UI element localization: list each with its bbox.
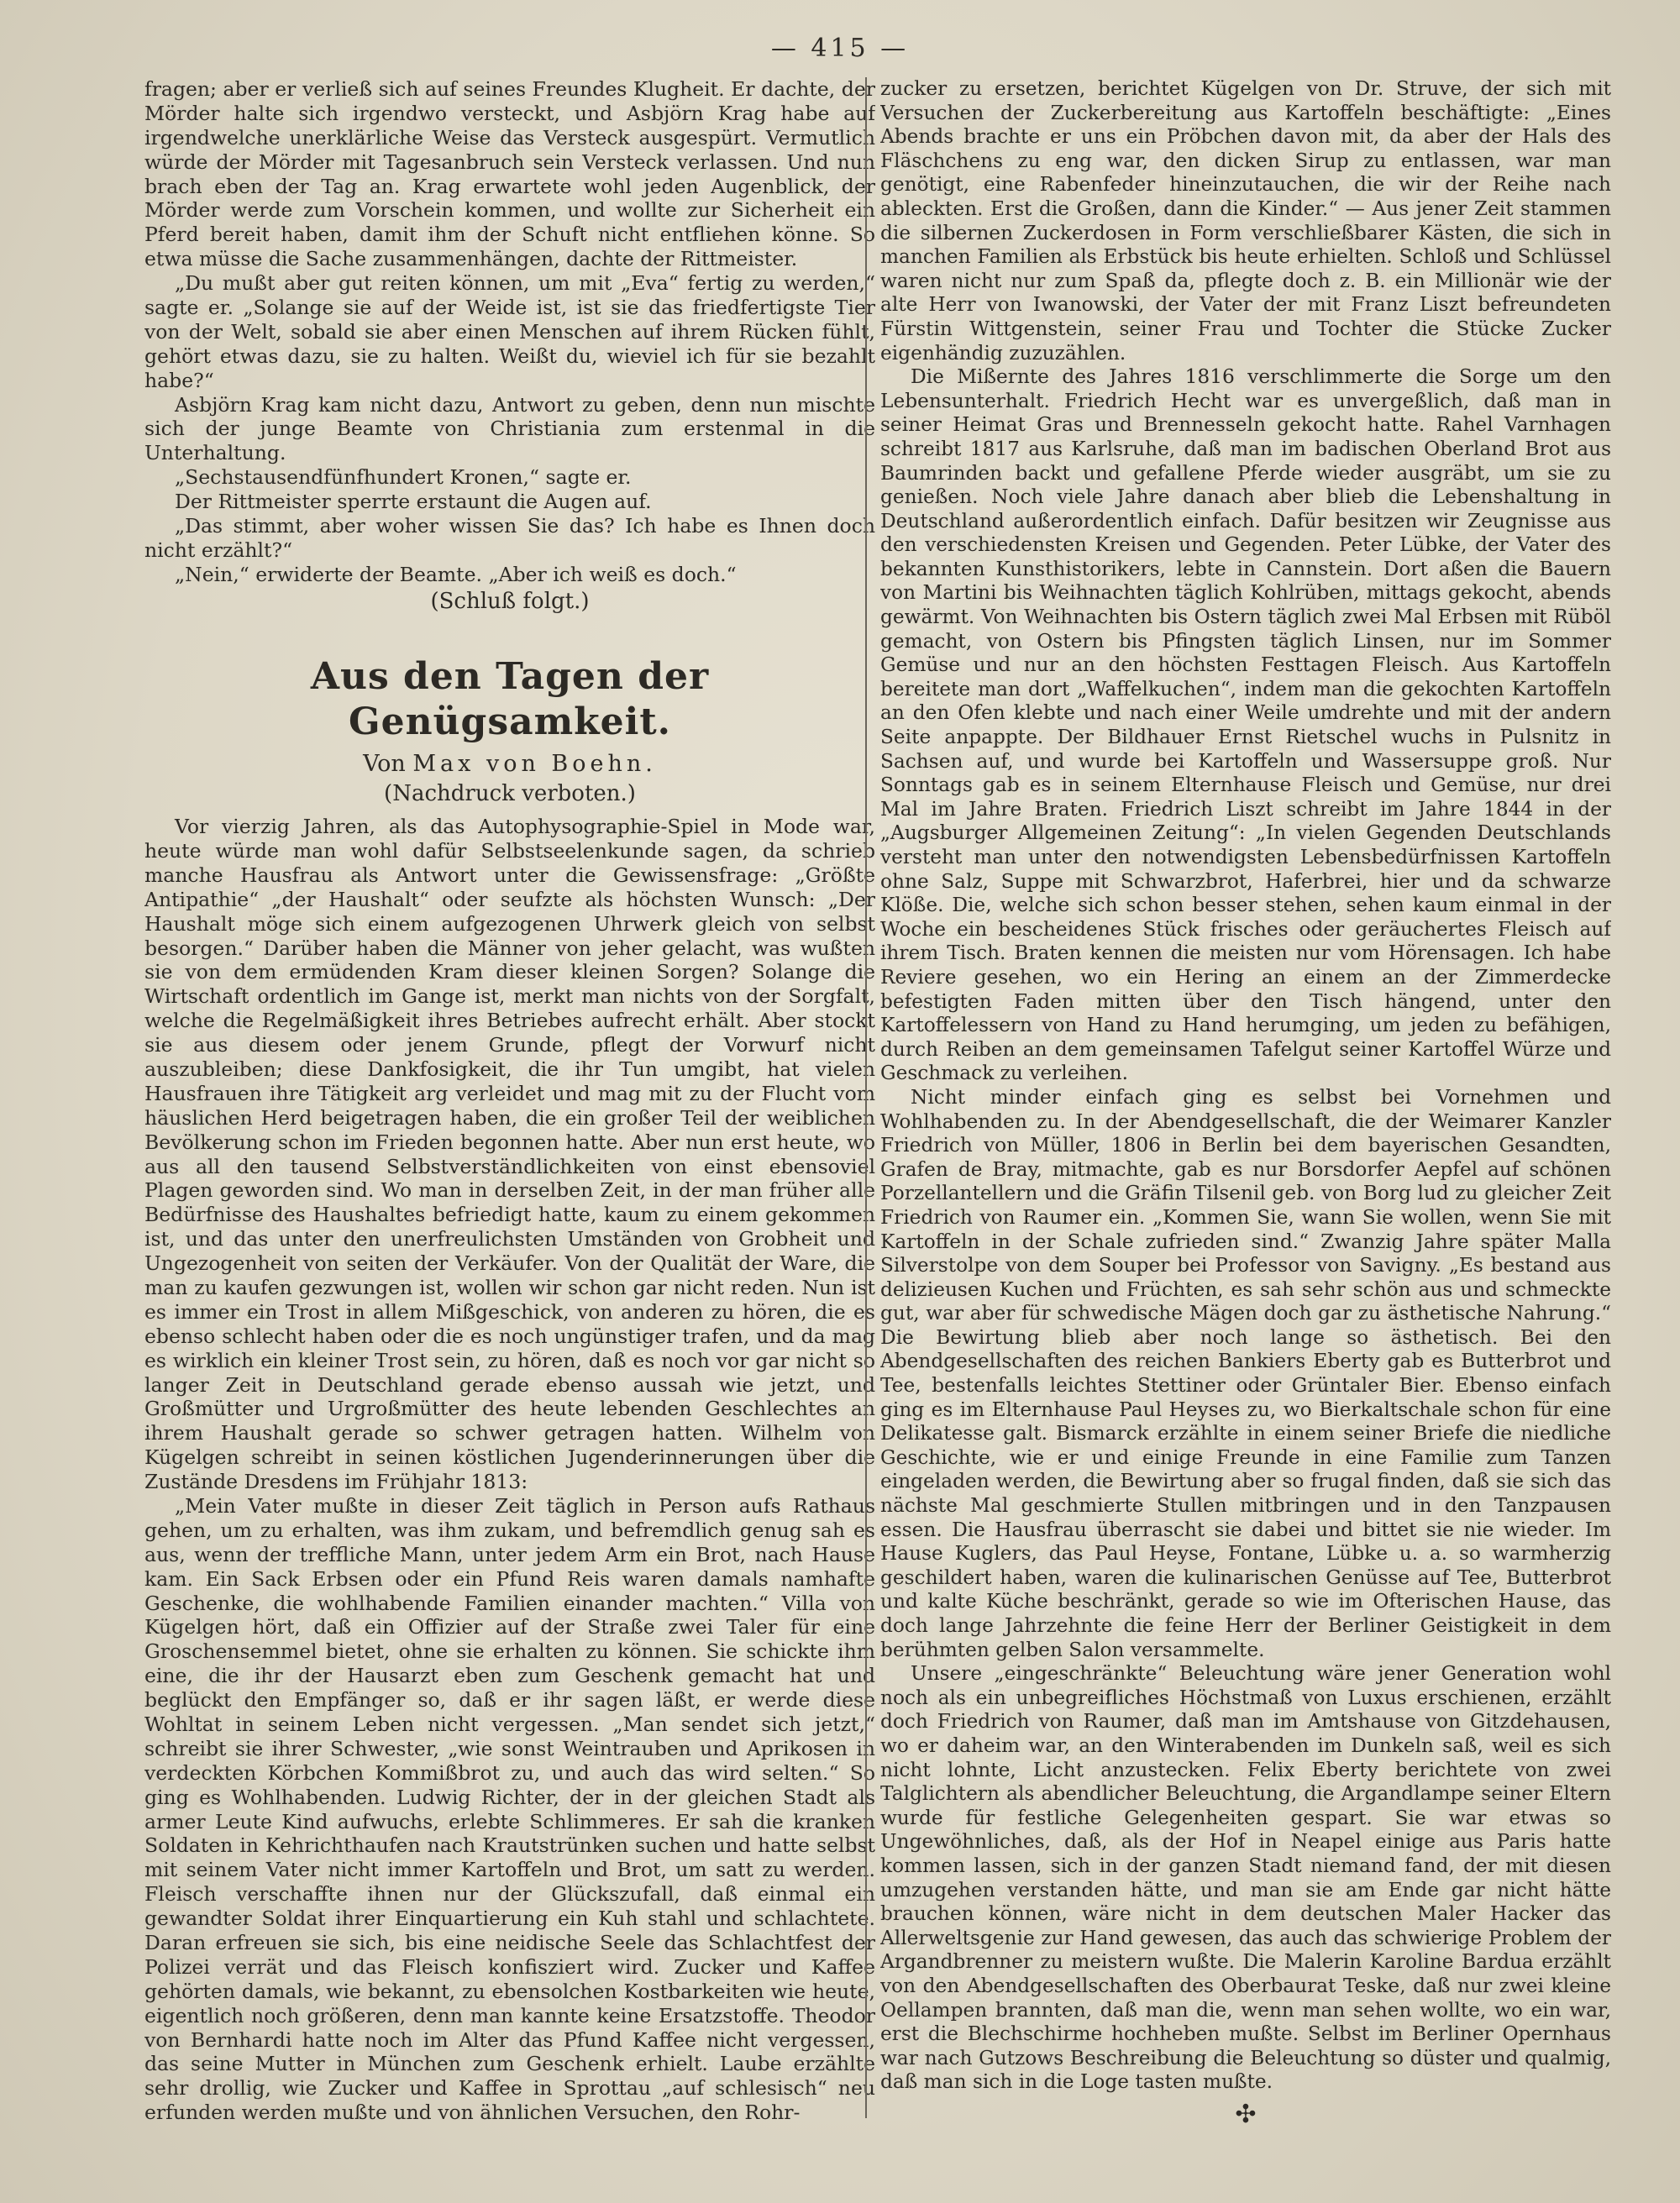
right-column: [880, 77, 1611, 2152]
story-paragraph: „Sechstausendfünfhundert Kronen,“ sagte er.: [175, 465, 632, 490]
column-divider: [865, 77, 867, 2118]
article-paragraph: „Mein Vater mußte in dieser Zeit täglich in Person aufs Rathaus gehen, um zu erhalten, was ihm zukam, und befremdlich genug sah es aus, wenn der treffliche Mann, unter jedem Arm ein Brot, nach Hause kam. Ein Sack Erbsen oder ein Pfund Reis waren damals namhafte Geschenke, die wohlhabende Familien einander machten.“ Villa von Kügelgen hört, daß ein Offizier auf der Straße zwei Taler für eine Groschensemmel bietet, ohne sie erhalten zu können. Sie schickte ihm eine, die ihr der Hausarzt eben zum Geschenk gemacht hat und beglückt den Empfänger so, daß er ihr sagen läßt, er werde diese Wohltat in seinem Leben nicht vergessen. „Man sendet sich jetzt,“ schreibt sie ihrer Schwester, „wie sonst Weintrauben und Aprikosen in verdeckten Körbchen Kommißbrot zu, und auch das wird selten.“ So ging es Wohlhabenden. Ludwig Richter, der in der gleichen Stadt als armer Leute Kind aufwuchs, erlebte Schlimmeres. Er sah die kranken Soldaten in Kehrichthaufen nach Krautstrünken suchen und hatte selbst mit seinem Vater nicht immer Kartoffeln und Brot, um satt zu werden. Fleisch verschaffte ihnen nur der Glückszufall, daß einmal ein gewandter Soldat ihrer Einquartierung ein Kuh stahl und schlachtete. Daran erfreuen sie sich, bis eine neidische Seele das Schlachtfest der Polizei verrät und das Fleisch konfisziert wird. Zucker und Kaffee gehörten damals, wie bekannt, zu ebensolchen Kostbarkeiten wie heute, eigentlich noch größeren, denn man kannte keine Ersatzstoffe. Theodor von Bernhardi hatte noch im Alter das Pfund Kaffee nicht vergessen, das seine Mutter in München zum Geschenk erhielt. Laube erzählte sehr drollig, wie Zucker und Kaffee in Sprottau „auf schlesisch“ neu erfunden werden mußte und von ähnlichen Versuchen, den Rohr-: [144, 1494, 875, 2125]
article-paragraph: zucker zu ersetzen, berichtet Kügelgen von Dr. Struve, der sich mit Versuchen der Zuckerbereitung aus Kartoffeln beschäftigte: „Eines Abends brachte er uns ein Pröbchen davon mit, da aber der Hals des Fläschchens zu eng war, den dicken Sirup zu entlassen, war man genötigt, eine Rabenfeder hineinzutauchen, die wir der Reihe nach ableckten. Erst die Großen, dann die Kinder.“ — Aus jener Zeit stammen die silbernen Zuckerdosen in Form verschließbarer Kästen, die sich in manchen Familien als Erbstück bis heute erhielten. Schloß und Schlüssel waren nicht nur zum Spaß da, pflegte doch z. B. ein Millionär wie der alte Herr von Iwanowski, der Vater der mit Franz Liszt befreundeten Fürstin Wittgenstein, seiner Frau und Tochter die Stücke Zucker eigenhändig zuzuzählen.: [880, 77, 1611, 365]
byline-prefix: Von: [363, 750, 406, 777]
article-title: Aus den Tagen der Genügsamkeit.: [310, 654, 710, 743]
story-paragraph: „Das stimmt, aber woher wissen Sie das? Ich habe es Ihnen doch nicht erzählt?“: [144, 514, 875, 562]
end-ornament-icon: ✣: [1235, 2099, 1257, 2129]
left-column: [144, 77, 875, 2152]
story-paragraph: „Nein,“ erwiderte der Beamte. „Aber ich weiß es doch.“: [175, 562, 737, 586]
continued-note: (Schluß folgt.): [430, 588, 590, 614]
story-paragraph: Asbjörn Krag kam nicht dazu, Antwort zu geben, denn nun mischte sich der junge Beamte von Christiania zum erstenmal in die Unterhaltung.: [144, 392, 875, 465]
story-paragraph: fragen; aber er verließ sich auf seines Freundes Klugheit. Er dachte, der Mörder halte sich irgendwo versteckt, und Asbjörn Krag habe auf irgendwelche unerklärliche Weise das Versteck ausgespürt. Vermutlich würde der Mörder mit Tagesanbruch sein Versteck verlassen. Und nun brach eben der Tag an. Krag erwartete wohl jeden Augenblick, der Mörder werde zum Vorschein kommen, und wollte zur Sicherheit ein Pferd bereit haben, damit ihm der Schuft nicht entfliehen könne. So etwa müsse die Sache zusammenhängen, dachte der Rittmeister.: [144, 77, 875, 271]
page-number: — 415 —: [770, 34, 910, 63]
byline: [144, 750, 875, 778]
story-paragraph: Der Rittmeister sperrte erstaunt die Augen auf.: [175, 490, 652, 514]
byline-author: Max von Boehn.: [412, 750, 657, 777]
article-paragraph: Unsere „eingeschränkte“ Beleuchtung wäre jener Generation wohl noch als ein unbegreifliches Höchstmaß von Luxus erschienen, erzählt doch Friedrich von Raumer, daß man im Amtshause von Gitzdehausen, wo er daheim war, an den Winterabenden im Dunkeln saß, weil es sich nicht lohnte, Licht anzustecken. Felix Eberty berichtete von zwei Talglichtern als abendlicher Beleuchtung, die Argandlampe seiner Eltern wurde für festliche Gelegenheiten gespart. Sie war etwas so Ungewöhnliches, daß, als der Hof in Neapel einige aus Paris hatte kommen lassen, sich in der ganzen Stadt niemand fand, der mit diesen umzugehen verstanden hätte, und man sie am Ende gar nicht hätte brauchen können, wäre nicht in dem deutschen Maler Hacker das Allerweltsgenie zur Hand gewesen, das auch das schwierige Problem der Argandbrenner zu meistern wußte. Die Malerin Karoline Bardua erzählt von den Abendgesellschaften des Oberbaurat Teske, daß nur zwei kleine Oellampen brannten, daß man die, wenn man sehen wollte, wo ein war, erst die Blechschirme hochheben mußte. Selbst im Berliner Opernhaus war nach Gutzows Beschreibung die Beleuchtung so düster und qualmig, daß man sich in die Loge tasten mußte.: [880, 1662, 1611, 2094]
article-paragraph: Vor vierzig Jahren, als das Autophysographie-Spiel in Mode war, heute würde man wohl dafür Selbstseelenkunde sagen, da schrieb manche Hausfrau als Antwort unter die Gewissensfrage: „Größte Antipathie“ „der Haushalt“ oder seufzte als höchsten Wunsch: „Der Haushalt möge sich einem aufgezogenen Uhrwerk gleich von selbst besorgen.“ Darüber haben die Männer von jeher gelacht, was wußten sie von dem ermüdenden Kram dieser kleinen Sorgen? Solange die Wirtschaft ordentlich im Gange ist, merkt man nichts von der Sorgfalt, welche die Regelmäßigkeit ihres Betriebes aufrecht erhält. Aber stockt sie aus diesem oder jenem Grunde, pflegt der Vorwurf nicht auszubleiben; diese Dankfosigkeit, die ihr Tun umgibt, hat vielen Hausfrauen ihre Tätigkeit arg verleidet und mag mit zu der Flucht vom häuslichen Herd beigetragen haben, die ein großer Teil der weiblichen Bevölkerung schon im Frieden begonnen hatte. Aber nun erst heute, wo aus all den tausend Selbstverständlichkeiten von einst ebensoviel Plagen geworden sind. Wo man in derselben Zeit, in der man früher alle Bedürfnisse des Haushaltes befriedigt hatte, kaum zu einem gekommen ist, und das unter den unerfreulichsten Umständen von Grobheit und Ungezogenheit von seiten der Verkäufer. Von der Qualität der Ware, die man zu kaufen gezwungen ist, wollen wir schon gar nicht reden. Nun ist es immer ein Trost in allem Mißgeschick, von anderen zu hören, die es ebenso schlecht haben oder die es noch ungünstiger trafen, und da mag es wirklich ein kleiner Trost sein, zu hören, daß es noch vor gar nicht so langer Zeit in Deutschland gerade ebenso aussah wie jetzt, und Großmütter und Urgroßmütter des heute lebenden Geschlechtes an ihrem Haushalt gerade so schwer getragen hatten. Wilhelm von Kügelgen schreibt in seinen köstlichen Jugenderinnerungen über die Zustände Dresdens im Frühjahr 1813:: [144, 815, 875, 1494]
article-paragraph: Nicht minder einfach ging es selbst bei Vornehmen und Wohlhabenden zu. In der Abendgesellschaft, die der Weimarer Kanzler Friedrich von Müller, 1806 in Berlin bei dem bayerischen Gesandten, Grafen de Bray, mitmachte, gab es nur Borsdorfer Aepfel auf schönen Porzellantellern und die Gräfin Tilsenil geb. von Borg lud zu gleicher Zeit Friedrich von Raumer ein. „Kommen Sie, wann Sie wollen, wenn Sie mit Kartoffeln in der Schale zufrieden sind.“ Zwanzig Jahre später Malla Silverstolpe von dem Souper bei Professor von Savigny. „Es bestand aus delizieusen Kuchen und Früchten, es sah sehr schön aus und schmeckte gut, war aber für schwedische Mägen doch gar zu ästhetische Nahrung.“ Die Bewirtung blieb aber noch lange so ästhetisch. Bei den Abendgesellschaften des reichen Bankiers Eberty gab es Butterbrot und Tee, bestenfalls leichtes Stettiner oder Grüntaler Bier. Ebenso einfach ging es im Elternhause Paul Heyses zu, wo Bierkaltschale schon für eine Delikatesse galt. Bismarck erzählte in einem seiner Briefe die niedliche Geschichte, wie er und einige Freunde in eine Familie zum Tanzen eingeladen werden, die Bewirtung aber so frugal finden, daß sie sich das nächste Mal geschmierte Stullen mitbringen und in den Tanzpausen essen. Die Hausfrau überrascht sie dabei und bittet sie nie wieder. Im Hause Kuglers, das Paul Heyse, Fontane, Lübke u. a. so warmherzig geschildert haben, waren die kulinarischen Genüsse auf Tee, Butterbrot und kalte Küche beschränkt, gerade so wie im Ofterischen Hause, das doch lange Jahrzehnte die feine Herr der Berliner Geistigkeit in dem berühmten gelben Salon versammelte.: [880, 1085, 1611, 1661]
story-paragraph: „Du mußt aber gut reiten können, um mit „Eva“ fertig zu werden,“ sagte er. „Solange sie auf der Weide ist, ist sie das friedfertigste Tier von der Welt, sobald sie aber einen Menschen auf ihrem Rücken fühlt, gehört etwas dazu, sie zu halten. Weißt du, wieviel ich für sie bezahlt habe?“: [144, 271, 875, 392]
article-paragraph: Die Mißernte des Jahres 1816 verschlimmerte die Sorge um den Lebensunterhalt. Friedrich Hecht war es unvergeßlich, daß man in seiner Heimat Gras und Brennesseln gekocht hatte. Rahel Varnhagen schreibt 1817 aus Karlsruhe, daß man im badischen Oberland Brot aus Baumrinden backt und gefallene Pferde wieder ausgräbt, um sie zu genießen. Noch viele Jahre danach aber blieb die Lebenshaltung in Deutschland außerordentlich einfach. Dafür besitzen wir Zeugnisse aus den verschiedensten Kreisen und Gegenden. Peter Lübke, der Vater des bekannten Kunsthistorikers, lebte in Cannstein. Dort aßen die Bauern von Martini bis Weihnachten täglich Kohlrüben, mittags gekocht, abends gewärmt. Von Weihnachten bis Ostern täglich zwei Mal Erbsen mit Rüböl gemacht, von Ostern bis Pfingsten täglich Linsen, nur im Sommer Gemüse und nur an den höchsten Festtagen Fleisch. Aus Kartoffeln bereitete man dort „Waffelkuchen“, indem man die gekochten Kartoffeln an den Ofen klebte und nach einer Weile umdrehte und mit der andern Seite anpappte. Der Bildhauer Ernst Rietschel wuchs in Pulsnitz in Sachsen auf, und wurde bei Kartoffeln und Wassersuppe groß. Nur Sonntags gab es in seinem Elternhause Fleisch und Gemüse, nur drei Mal im Jahre Braten. Friedrich Liszt schreibt im Jahre 1844 in der „Augsburger Allgemeinen Zeitung“: „In vielen Gegenden Deutschlands versteht man unter den notwendigsten Lebensbedürfnissen Kartoffeln ohne Salz, Suppe mit Schwarzbrot, Haferbrei, hier und da schwarze Klöße. Die, welche sich schon besser stehen, sehen kaum einmal in der Woche ein bescheidenes Stück frisches oder geräuchertes Fleisch auf ihrem Tisch. Braten kennen die meisten nur vom Hörensagen. Ich habe Reviere gesehen, wo ein Hering an einem an der Zimmerdecke befestigten Faden mitten über den Tisch hängend, unter den Kartoffelessern von Hand zu Hand herumging, um jeden zu befähigen, durch Reiben an dem gemeinsamen Tafelgut seiner Kartoffel Würze und Geschmack zu verleihen.: [880, 365, 1611, 1085]
reprint-notice: (Nachdruck verboten.): [384, 781, 636, 807]
